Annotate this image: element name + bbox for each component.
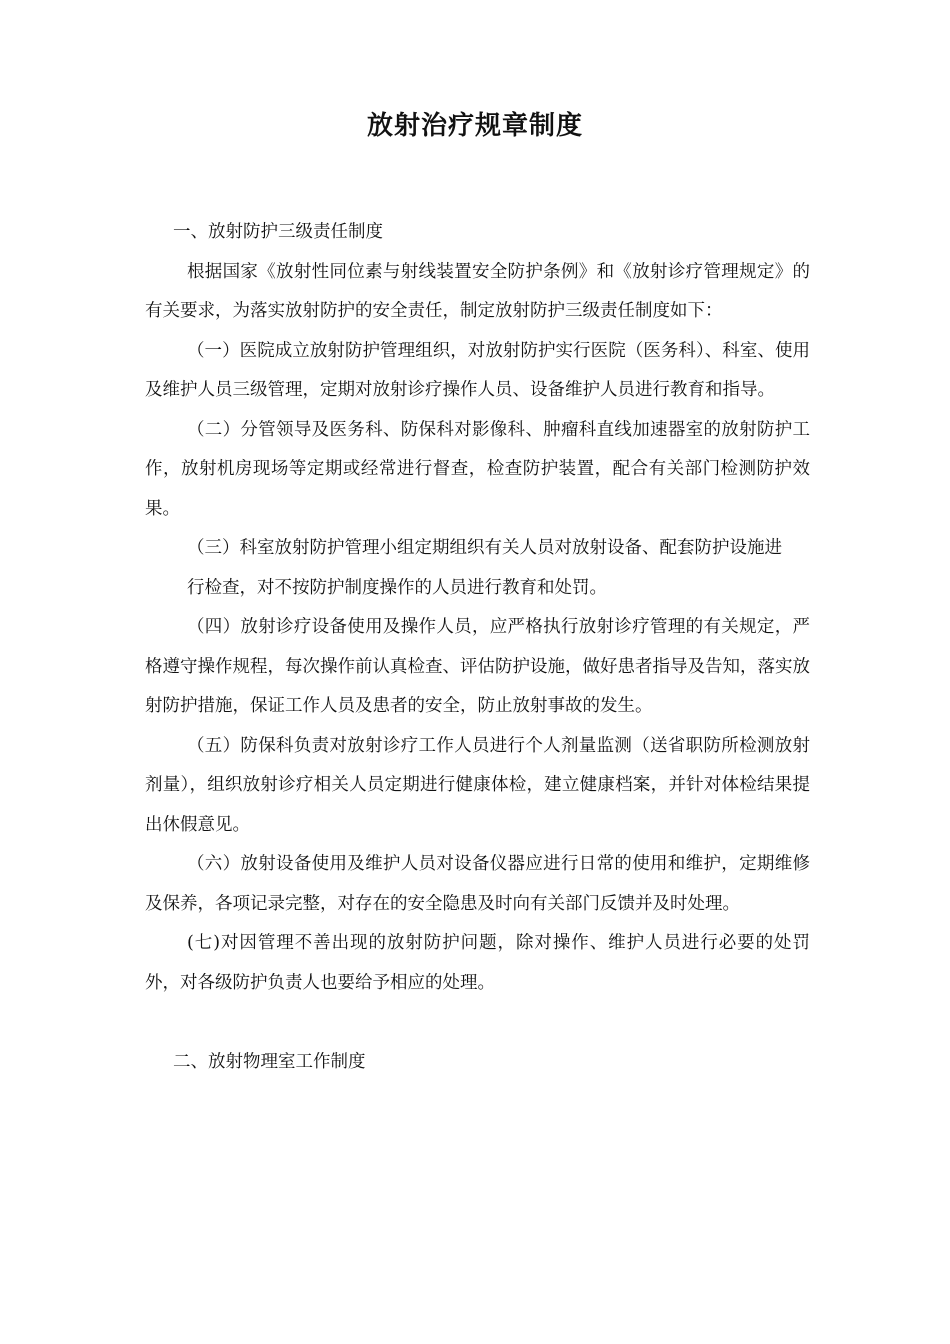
document-title: 放射治疗规章制度 [366,111,583,141]
paragraph-item-4: （四）放射诊疗设备使用及操作人员，应严格执行放射诊疗管理的有关规定，严格遵守操作规程，每次操作前认真检查、评估防护设施，做好患者指导及告知，落实放射防护措施，保证工作人员及患者的安全，防止放射事故的发生。 [145,617,810,716]
section-heading-2: 二、放射物理室工作制度 [173,1052,366,1072]
paragraph-item-5: （五）防保科负责对放射诊疗工作人员进行个人剂量监测（送省职防所检测放射剂量），组织放射诊疗相关人员定期进行健康体检，建立健康档案，并针对体检结果提出休假意见。 [145,735,810,835]
paragraph-item-7: (七)对因管理不善出现的放射防护问题，除对操作、维护人员进行必要的处罚外，对各级防护负责人也要给予相应的处理。 [145,933,810,993]
section-heading-1: 一、放射防护三级责任制度 [173,222,383,242]
paragraph-item-2: （二）分管领导及医务科、防保科对影像科、肿瘤科直线加速器室的放射防护工作，放射机房现场等定期或经常进行督查，检查防护装置，配合有关部门检测防护效果。 [145,419,810,519]
paragraph-item-3: （三）科室放射防护管理小组定期组织有关人员对放射设备、配套防护设施进 [187,538,782,558]
section-intro: 根据国家《放射性同位素与射线装置安全防护条例》和《放射诊疗管理规定》的有关要求，为落实放射防护的安全责任，制定放射防护三级责任制度如下： [145,261,810,321]
document-body [145,213,810,1083]
paragraph-item-6: （六）放射设备使用及维护人员对设备仪器应进行日常的使用和维护，定期维修及保养，各项记录完整，对存在的安全隐患及时向有关部门反馈并及时处理。 [145,854,810,914]
paragraph-item-3-continued: 行检查，对不按防护制度操作的人员进行教育和处罚。 [187,577,607,598]
paragraph-item-1: （一）医院成立放射防护管理组织，对放射防护实行医院（医务科）、科室、使用及维护人员三级管理，定期对放射诊疗操作人员、设备维护人员进行教育和指导。 [145,340,810,400]
